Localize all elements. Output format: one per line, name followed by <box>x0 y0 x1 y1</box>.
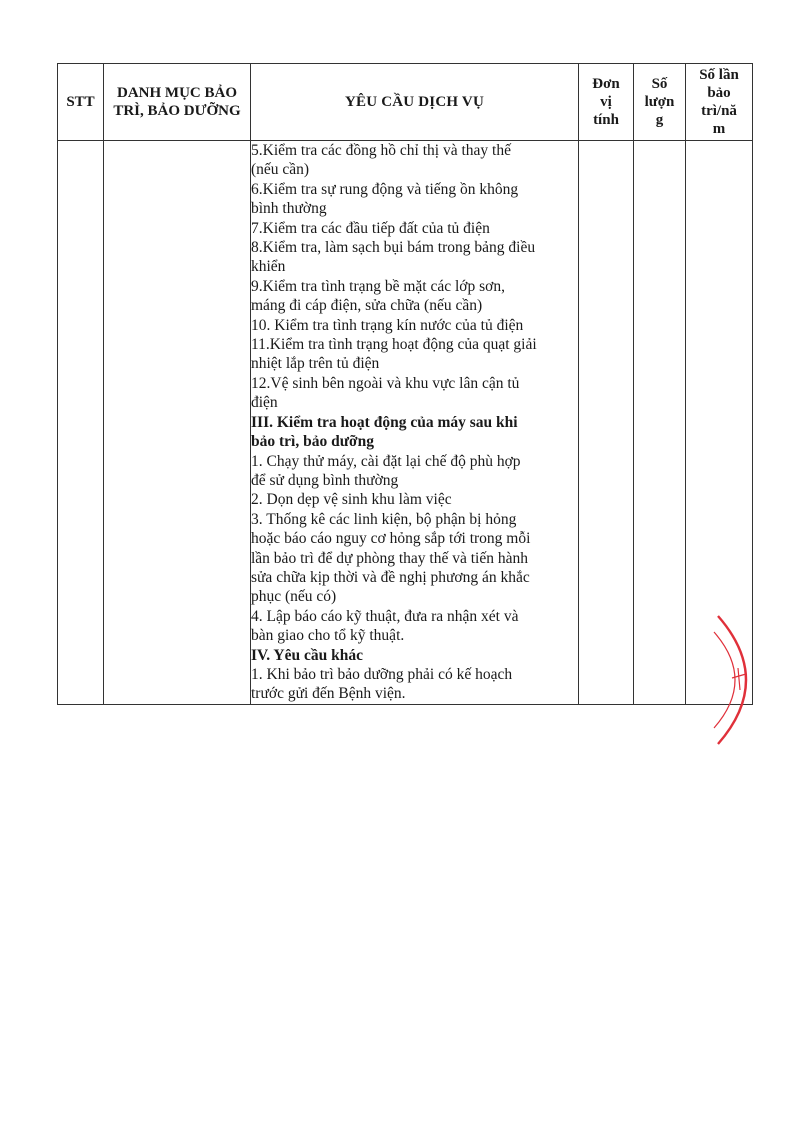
cell-stt <box>58 141 104 705</box>
requirement-line: 6.Kiểm tra sự rung động và tiếng ồn không <box>251 180 519 198</box>
header-category <box>104 64 251 141</box>
requirement-line: 12.Vệ sinh bên ngoài và khu vực lân cận tủ <box>251 374 520 392</box>
header-quantity-line1: Số <box>651 76 668 92</box>
requirement-line: 3. Thống kê các linh kiện, bộ phận bị hỏng <box>251 510 517 528</box>
header-unit-line2: vị <box>600 94 612 110</box>
service-table <box>57 63 753 705</box>
requirement-line: bàn giao cho tổ kỹ thuật. <box>251 627 405 645</box>
section-heading: III. Kiểm tra hoạt động của máy sau khi <box>251 413 518 431</box>
cell-unit <box>579 141 634 705</box>
section-heading: IV. Yêu cầu khác <box>251 646 363 664</box>
header-quantity-line3: g <box>655 112 664 128</box>
header-quantity <box>634 64 686 141</box>
header-unit-line3: tính <box>593 112 619 128</box>
requirement-line: 4. Lập báo cáo kỹ thuật, đưa ra nhận xét và <box>251 607 519 625</box>
requirement-line: 8.Kiểm tra, làm sạch bụi bám trong bảng điều <box>251 239 536 257</box>
cell-category <box>104 141 251 705</box>
requirement-line: lần bảo trì để dự phòng thay thế và tiến hành <box>251 549 528 567</box>
table-row <box>58 141 753 705</box>
header-requirement: YÊU CẦU DỊCH VỤ <box>251 64 579 141</box>
requirement-line: 1. Khi bảo trì bảo dưỡng phải có kế hoạch <box>251 665 513 683</box>
cell-requirement <box>251 141 579 705</box>
requirement-line: để sử dụng bình thường <box>251 471 399 489</box>
header-quantity-line2: lượn <box>644 94 675 110</box>
requirement-line: trước gửi đến Bệnh viện. <box>251 685 406 703</box>
header-frequency-line2: bảo <box>707 85 731 101</box>
header-unit-line1: Đơn <box>592 76 620 92</box>
header-frequency <box>686 64 753 141</box>
requirement-line: 2. Dọn dẹp vệ sinh khu làm việc <box>251 491 452 509</box>
requirement-line: khiển <box>251 258 286 276</box>
requirement-line: 10. Kiểm tra tình trạng kín nước của tủ điện <box>251 316 524 334</box>
header-category-line1: DANH MỤC BẢO <box>117 85 237 101</box>
header-stt: STT <box>58 64 104 141</box>
requirement-line: sửa chữa kịp thời và đề nghị phương án khắc <box>251 568 530 586</box>
header-frequency-line1: Số lần <box>699 67 739 83</box>
requirement-line: 9.Kiểm tra tình trạng bề mặt các lớp sơn, <box>251 277 505 295</box>
header-frequency-line3: trì/nă <box>701 103 737 119</box>
requirement-line: (nếu cần) <box>251 161 310 179</box>
requirement-line: 1. Chạy thử máy, cài đặt lại chế độ phù hợp <box>251 452 521 470</box>
header-category-line2: TRÌ, BẢO DƯỠNG <box>113 103 241 119</box>
header-row <box>58 64 753 141</box>
requirement-line: nhiệt lắp trên tủ điện <box>251 355 380 373</box>
requirement-line: hoặc báo cáo nguy cơ hỏng sắp tới trong mỗi <box>251 530 531 548</box>
header-unit <box>579 64 634 141</box>
header-frequency-line4: m <box>712 121 726 137</box>
requirement-line: 11.Kiểm tra tình trạng hoạt động của quạt giải <box>251 336 537 354</box>
stamp-seal <box>712 610 772 750</box>
requirement-line: 5.Kiểm tra các đồng hồ chỉ thị và thay thế <box>251 142 511 159</box>
requirement-line: phục (nếu có) <box>251 588 337 606</box>
requirement-line: điện <box>251 394 278 412</box>
section-heading: bảo trì, bảo dưỡng <box>251 433 374 451</box>
requirement-line: máng đi cáp điện, sửa chữa (nếu cần) <box>251 297 483 315</box>
requirement-line: 7.Kiểm tra các đầu tiếp đất của tủ điện <box>251 219 490 237</box>
requirement-line: bình thường <box>251 200 327 218</box>
cell-quantity <box>634 141 686 705</box>
